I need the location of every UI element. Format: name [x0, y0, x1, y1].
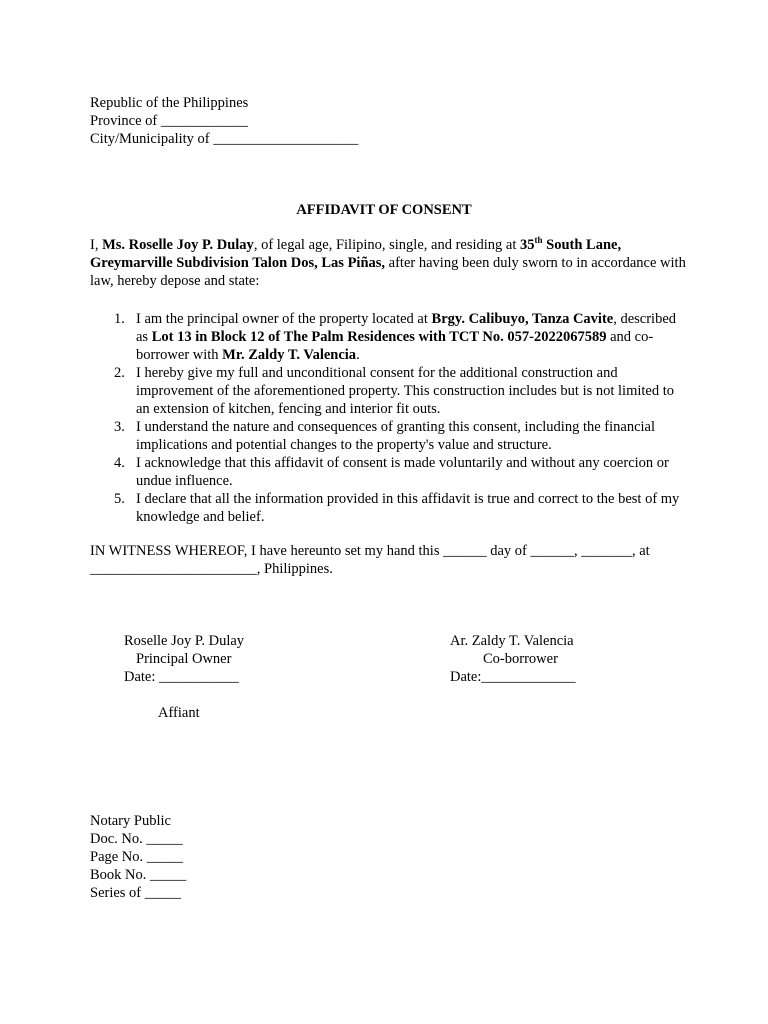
notary-block	[90, 812, 186, 902]
affiant-name: Ms. Roselle Joy P. Dulay	[102, 237, 254, 253]
document-header	[90, 94, 358, 148]
address-ordinal: th	[534, 235, 543, 245]
principal-owner-role: Principal Owner	[136, 651, 232, 667]
list-number: 3.	[114, 419, 125, 435]
header-province: Province of ____________	[90, 113, 248, 129]
header-republic: Republic of the Philippines	[90, 95, 249, 111]
item-text: .	[356, 347, 360, 363]
list-item	[90, 418, 690, 454]
principal-owner-date: Date: ___________	[124, 669, 239, 685]
list-item	[90, 364, 690, 418]
intro-paragraph	[90, 236, 690, 290]
property-location: Brgy. Calibuyo, Tanza Cavite	[431, 311, 614, 327]
principal-owner-name: Roselle Joy P. Dulay	[124, 633, 245, 649]
intro-text-1: I,	[90, 237, 103, 253]
document-title: AFFIDAVIT OF CONSENT	[296, 202, 472, 218]
notary-public: Notary Public	[90, 813, 171, 829]
intro-text-2: , of legal age, Filipino, single, and residing at	[253, 237, 520, 253]
item-text: I understand the nature and consequences of granting this consent, including the financial implications and potential changes to the property's value and structure.	[136, 419, 656, 453]
list-item	[90, 490, 690, 526]
notary-book-no: Book No. _____	[90, 867, 187, 883]
co-borrower-role: Co-borrower	[483, 651, 558, 667]
list-item	[90, 310, 690, 364]
co-borrower-date: Date:_____________	[450, 669, 576, 685]
notary-page-no: Page No. _____	[90, 849, 184, 865]
affiant-label: Affiant	[158, 705, 200, 721]
co-borrower-signature-name: Ar. Zaldy T. Valencia	[450, 633, 574, 649]
notary-series: Series of _____	[90, 885, 182, 901]
statement-list	[90, 310, 690, 526]
list-number: 2.	[114, 365, 125, 381]
witness-paragraph: IN WITNESS WHEREOF, I have hereunto set my hand this ______ day of ______, _______, at _______________________, Philippines.	[90, 543, 650, 577]
notary-doc-no: Doc. No. _____	[90, 831, 183, 847]
co-borrower-name: Mr. Zaldy T. Valencia	[222, 347, 357, 363]
item-text: I declare that all the information provided in this affidavit is true and correct to the best of my knowledge and belief.	[136, 491, 680, 525]
address-number: 35	[520, 237, 535, 253]
item-text: , described as	[136, 311, 677, 345]
item-text: and co-borrower with	[136, 329, 654, 363]
intro-text-3: after having been duly sworn to in accordance with law, hereby depose and state:	[90, 255, 686, 289]
list-number: 4.	[114, 455, 125, 471]
property-description: Lot 13 in Block 12 of The Palm Residences with TCT No. 057-2022067589	[151, 329, 607, 345]
list-number: 1.	[114, 311, 125, 327]
list-number: 5.	[114, 491, 125, 507]
header-city: City/Municipality of ____________________	[90, 131, 359, 147]
list-item	[90, 454, 690, 490]
item-text: I hereby give my full and unconditional consent for the additional construction and improvement of the aforementioned property. This construction includes but is not limited to an extension of kitchen, fencing and interior fit outs.	[136, 365, 675, 417]
address-rest: South Lane, Greymarville Subdivision Talon Dos, Las Piñas,	[90, 237, 622, 271]
item-text: I am the principal owner of the property located at	[136, 311, 432, 327]
item-text: I acknowledge that this affidavit of consent is made voluntarily and without any coercion or undue influence.	[136, 455, 669, 489]
